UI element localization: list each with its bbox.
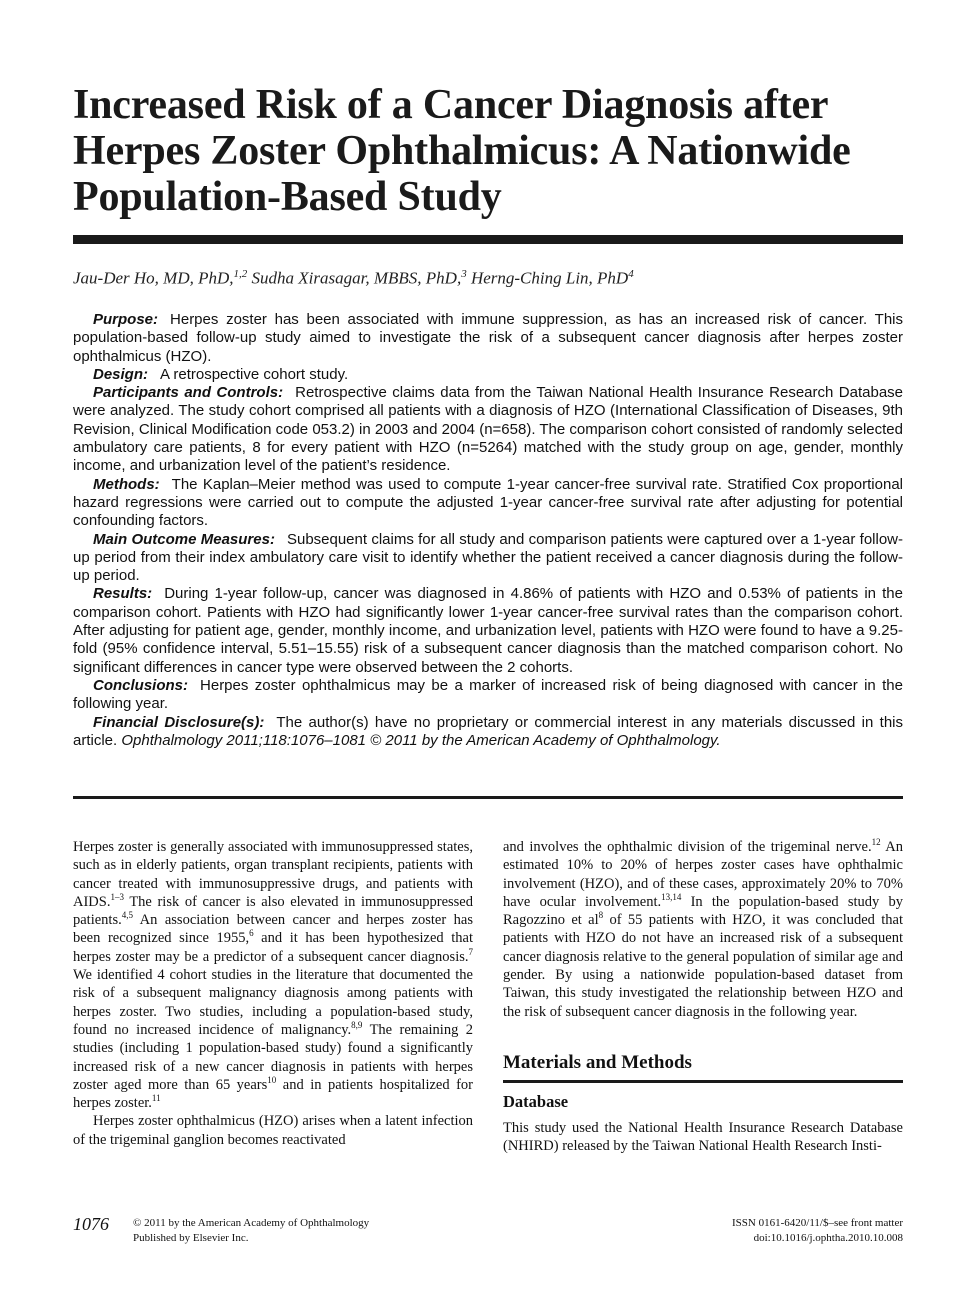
citation-ref: 7: [468, 946, 473, 957]
title-rule: [73, 235, 903, 244]
abstract-text: Retrospective claims data from the Taiwan National Health Insurance Research Database were analyzed. The study cohort comprised all patients with a diagnosis of HZO (International Classification of Diseases, 9th Revision, Clinical Modification code 053.2) in 2003 and 2004 (n=658). The comparison cohort consisted of randomly selected ambulatory care patients, 8 for every patient with HZO (n=5264) matched with the study group on age, gender, monthly income, and urbanization level of the patient’s residence.: [73, 384, 904, 475]
author-affiliation: 1,2: [233, 268, 248, 280]
abstract-label: Main Outcome Measures:: [93, 530, 275, 548]
footer-identifiers: [732, 1216, 903, 1246]
abstract-purpose: [73, 311, 903, 366]
abstract-text: A retrospective cohort study.: [160, 365, 349, 383]
page-number: 1076: [73, 1214, 109, 1234]
abstract-text: Subsequent claims for all study and comparison patients were captured over a 1-year follow-up period from their index ambulatory care visit to identify whether the patient received a cancer diagnosis during the follow-up period.: [73, 530, 904, 585]
citation-ref: 4,5: [121, 910, 133, 921]
body-text: of 55 patients with HZO, it was concluded that patients with HZO do not have an increased risk of a subsequent cancer diagnosis relative to the general population of similar age and gender. By using a nationwide population-based dataset from Taiwan, this study investigated the relationship between HZO and the risk of subsequent cancer diagnosis in the following year.: [503, 912, 903, 1020]
author-name: Jau-Der Ho, MD, PhD,: [73, 268, 234, 288]
abstract-conclusions: [73, 677, 903, 714]
abstract-text: During 1-year follow-up, cancer was diagnosed in 4.86% of patients with HZO and 0.53% of patients in the comparison cohort. Patients with HZO had significantly lower 1-year cancer-free survival rates than the comparison cohort. After adjusting for patient age, gender, monthly income, and urbanization level, patients with HZO were found to have a 9.25-fold (95% confidence interval, 5.51–15.55) risk of a subsequent cancer diagnosis than the matched comparison cohort. No significant differences in cancer type were observed between the 2 cohorts.: [73, 585, 903, 676]
abstract-methods: [73, 476, 903, 531]
author-affiliation: 4: [628, 268, 634, 280]
publisher-text: Published by Elsevier Inc.: [133, 1232, 249, 1244]
body-column-right: [503, 838, 903, 1156]
page-footer: [73, 1214, 903, 1254]
abstract: [73, 311, 903, 750]
body-paragraph: Herpes zoster ophthalmicus (HZO) arises when a latent infection of the trigeminal ganglion becomes reactivated: [73, 1113, 473, 1148]
abstract-outcome: [73, 531, 903, 586]
body-text: Herpes zoster is generally associated with immunosuppressed states, such as in elderly patients, organ transplant recipients, patients with cancer treated with immunosuppressive drugs, and patients with AIDS.: [73, 839, 473, 910]
body-text: and involves the ophthalmic division of the trigeminal nerve.: [503, 839, 872, 855]
citation-ref: 8,9: [351, 1020, 363, 1031]
copyright-text: © 2011 by the American Academy of Ophthalmology: [133, 1217, 370, 1229]
article-title: Increased Risk of a Cancer Diagnosis after Herpes Zoster Ophthalmicus: A Nationwide Population-Based Study: [73, 82, 851, 220]
abstract-text: Herpes zoster has been associated with immune suppression, as has an increased risk of cancer. This population-based follow-up study aimed to investigate the risk of a subsequent cancer diagnosis after herpes zoster ophthalmicus (HZO).: [73, 311, 903, 365]
abstract-rule: [73, 796, 903, 799]
abstract-label: Purpose:: [93, 311, 159, 328]
body-text: The remaining 2 studies (including 1 population-based study) found a significantly increased risk of a new cancer diagnosis in patients with herpes zoster aged more than 65 years: [73, 1021, 473, 1093]
author-affiliation: 3: [461, 268, 467, 280]
body-paragraph: [73, 838, 473, 1112]
citation-ref: 1–3: [110, 892, 124, 903]
abstract-text: Herpes zoster ophthalmicus may be a marker of increased risk of being diagnosed with cancer in the following year.: [73, 676, 903, 713]
body-paragraph: This study used the National Health Insurance Research Database (NHIRD) released by the Taiwan National Health Research Insti-: [503, 1119, 903, 1155]
author-list: [73, 268, 903, 289]
body-paragraph: [503, 838, 903, 1021]
abstract-label: Results:: [93, 585, 153, 603]
body-text: An estimated 10% to 20% of herpes zoster cases have ophthalmic involvement (HZO), and of these cases, approximately 20% to 70% have ocular involvement.: [503, 839, 904, 910]
citation-ref: 11: [151, 1093, 161, 1104]
body-text: In the population-based study by Ragozzino et al: [503, 893, 903, 929]
body-text: and in patients hospitalized for herpes zoster.: [73, 1076, 473, 1112]
abstract-design: [73, 366, 903, 384]
abstract-text: The author(s) have no proprietary or commercial interest in any materials discussed in this article.: [73, 713, 903, 749]
journal-citation: Ophthalmology 2011;118:1076–1081 © 2011 by the American Academy of Ophthalmology.: [121, 731, 721, 749]
body-text: An association between cancer and herpes zoster has been recognized since 1955,: [73, 912, 473, 947]
body-text: and it has been hypothesized that herpes zoster may be a predictor of a subsequent cancer diagnosis.: [73, 930, 473, 965]
citation-ref: 6: [249, 928, 254, 939]
abstract-disclosure: [73, 714, 903, 751]
doi-text: doi:10.1016/j.ophtha.2010.10.008: [753, 1232, 903, 1244]
section-heading: Materials and Methods: [503, 1051, 692, 1073]
citation-ref: 8: [598, 910, 604, 921]
abstract-label: Conclusions:: [93, 676, 189, 694]
abstract-text: The Kaplan–Meier method was used to compute 1-year cancer-free survival rate. Stratified Cox proportional hazard regressions were carried out to compute the adjusted 1-year cancer-free survival rate after adjusting for potential confounding factors.: [73, 475, 903, 530]
section-rule: [503, 1080, 903, 1083]
body-column-left: [73, 838, 473, 1149]
citation-ref: 13,14: [661, 892, 682, 903]
author-name: Sudha Xirasagar, MBBS, PhD,: [251, 268, 462, 288]
abstract-results: [73, 585, 903, 676]
abstract-label: Financial Disclosure(s):: [93, 713, 265, 731]
abstract-label: Participants and Controls:: [93, 384, 284, 402]
footer-copyright: [133, 1216, 369, 1246]
body-text: The risk of cancer is also elevated in immunosuppressed patients.: [73, 893, 473, 929]
abstract-label: Methods:: [93, 475, 160, 493]
author-name: Herng-Ching Lin, PhD: [470, 268, 629, 288]
abstract-participants: [73, 384, 903, 475]
subsection-heading: Database: [503, 1091, 569, 1111]
abstract-label: Design:: [93, 365, 149, 383]
citation-ref: 10: [267, 1075, 277, 1086]
issn-text: ISSN 0161-6420/11/$–see front matter: [732, 1217, 903, 1229]
body-text: We identified 4 cohort studies in the literature that documented the risk of a subsequent malignancy diagnosis among patients with herpes zoster. Two studies, including a population-based study, found no increased incidence of malignancy.: [73, 967, 473, 1038]
citation-ref: 12: [871, 837, 881, 848]
